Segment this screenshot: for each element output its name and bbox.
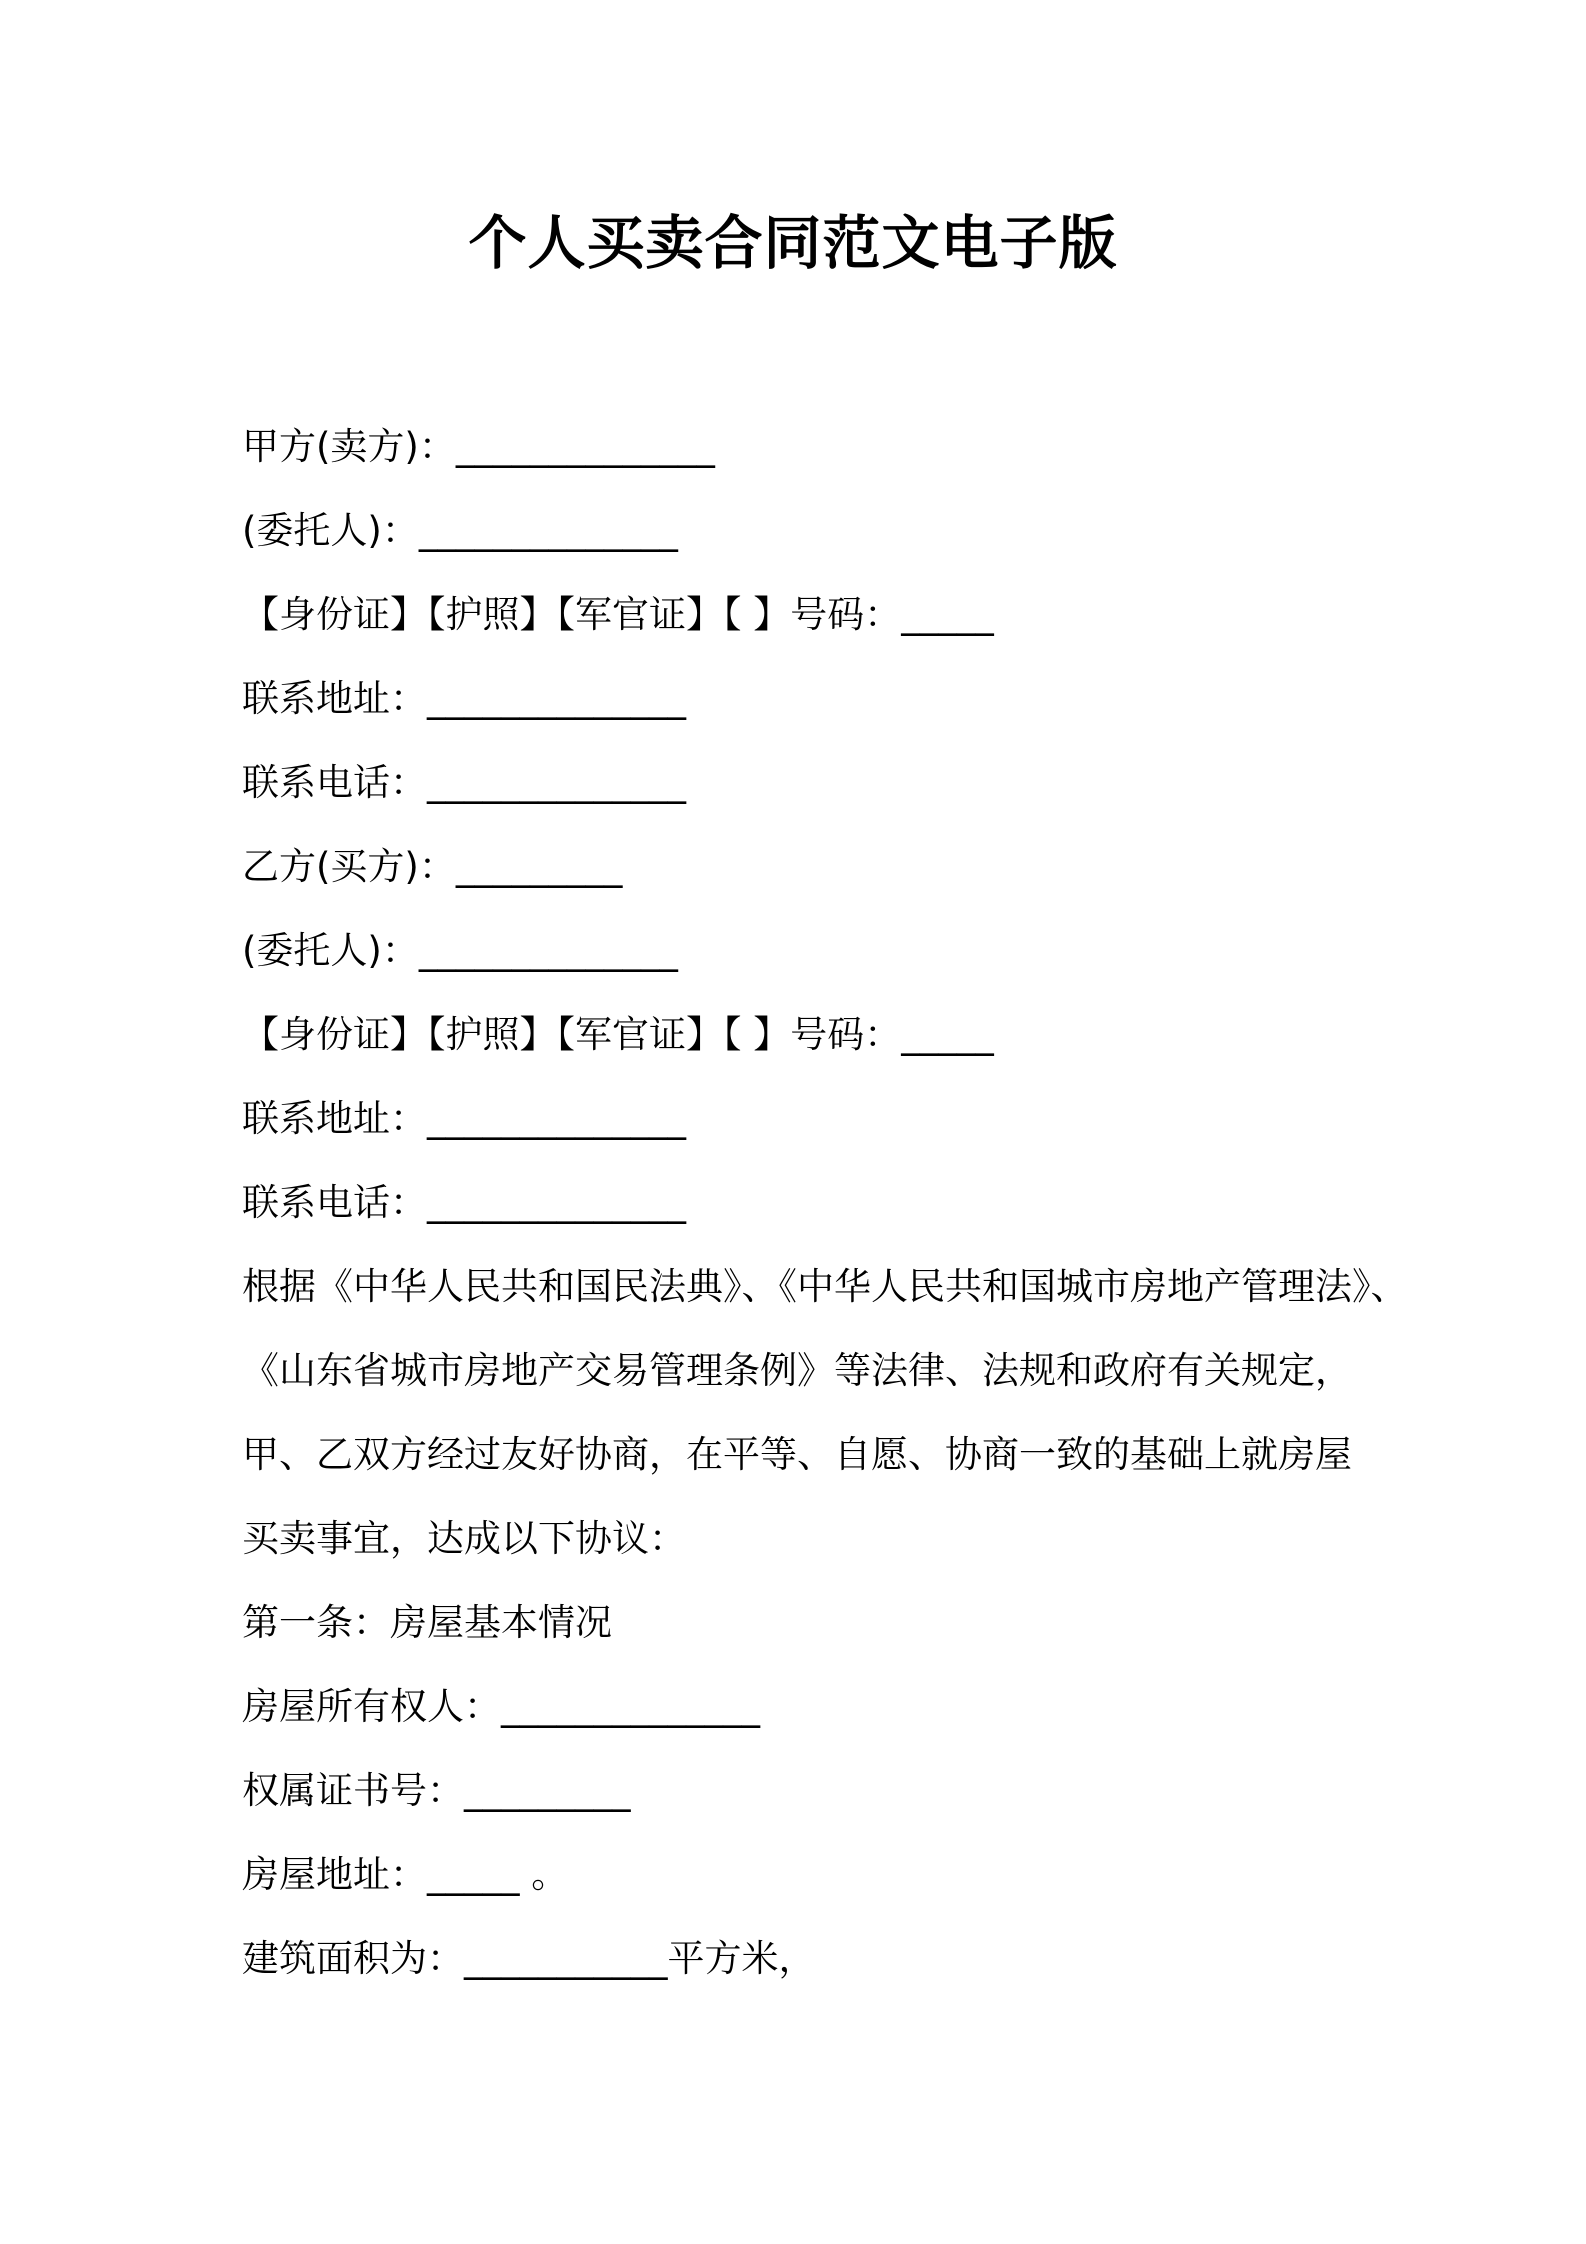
preamble-line-4: 买卖事宜，达成以下协议：: [242, 1517, 686, 1560]
seller-name-line: 甲方(卖方)：______________: [242, 425, 715, 468]
seller-id-number-line: 【身份证】【护照】【军官证】【 】号码：_____: [242, 593, 994, 636]
seller-phone-line: 联系电话：______________: [242, 761, 686, 804]
buyer-id-number-line: 【身份证】【护照】【军官证】【 】号码：_____: [242, 1013, 994, 1056]
seller-address-line: 联系地址：______________: [242, 677, 686, 720]
preamble-line-2: 《山东省城市房地产交易管理条例》等法律、法规和政府有关规定，: [242, 1349, 1352, 1392]
preamble-line-3: 甲、乙双方经过友好协商，在平等、自愿、协商一致的基础上就房屋: [242, 1433, 1352, 1476]
preamble-line-1: 根据《中华人民共和国民法典》、《中华人民共和国城市房地产管理法》、: [242, 1265, 1408, 1308]
property-owner-line: 房屋所有权人：______________: [242, 1685, 760, 1728]
building-area-line: 建筑面积为：___________平方米，: [242, 1937, 816, 1980]
buyer-phone-line: 联系电话：______________: [242, 1181, 686, 1224]
buyer-address-line: 联系地址：______________: [242, 1097, 686, 1140]
seller-agent-line: (委托人)：______________: [242, 509, 678, 552]
contract-body: [242, 405, 1408, 2001]
property-address-line: 房屋地址：_____ 。: [242, 1853, 569, 1896]
document-title: 个人买卖合同范文电子版: [468, 209, 1118, 277]
certificate-number-line: 权属证书号：_________: [242, 1769, 631, 1812]
article-1-heading: 第一条：房屋基本情况: [242, 1601, 612, 1644]
buyer-agent-line: (委托人)：______________: [242, 929, 678, 972]
buyer-name-line: 乙方(买方)：_________: [242, 845, 623, 888]
